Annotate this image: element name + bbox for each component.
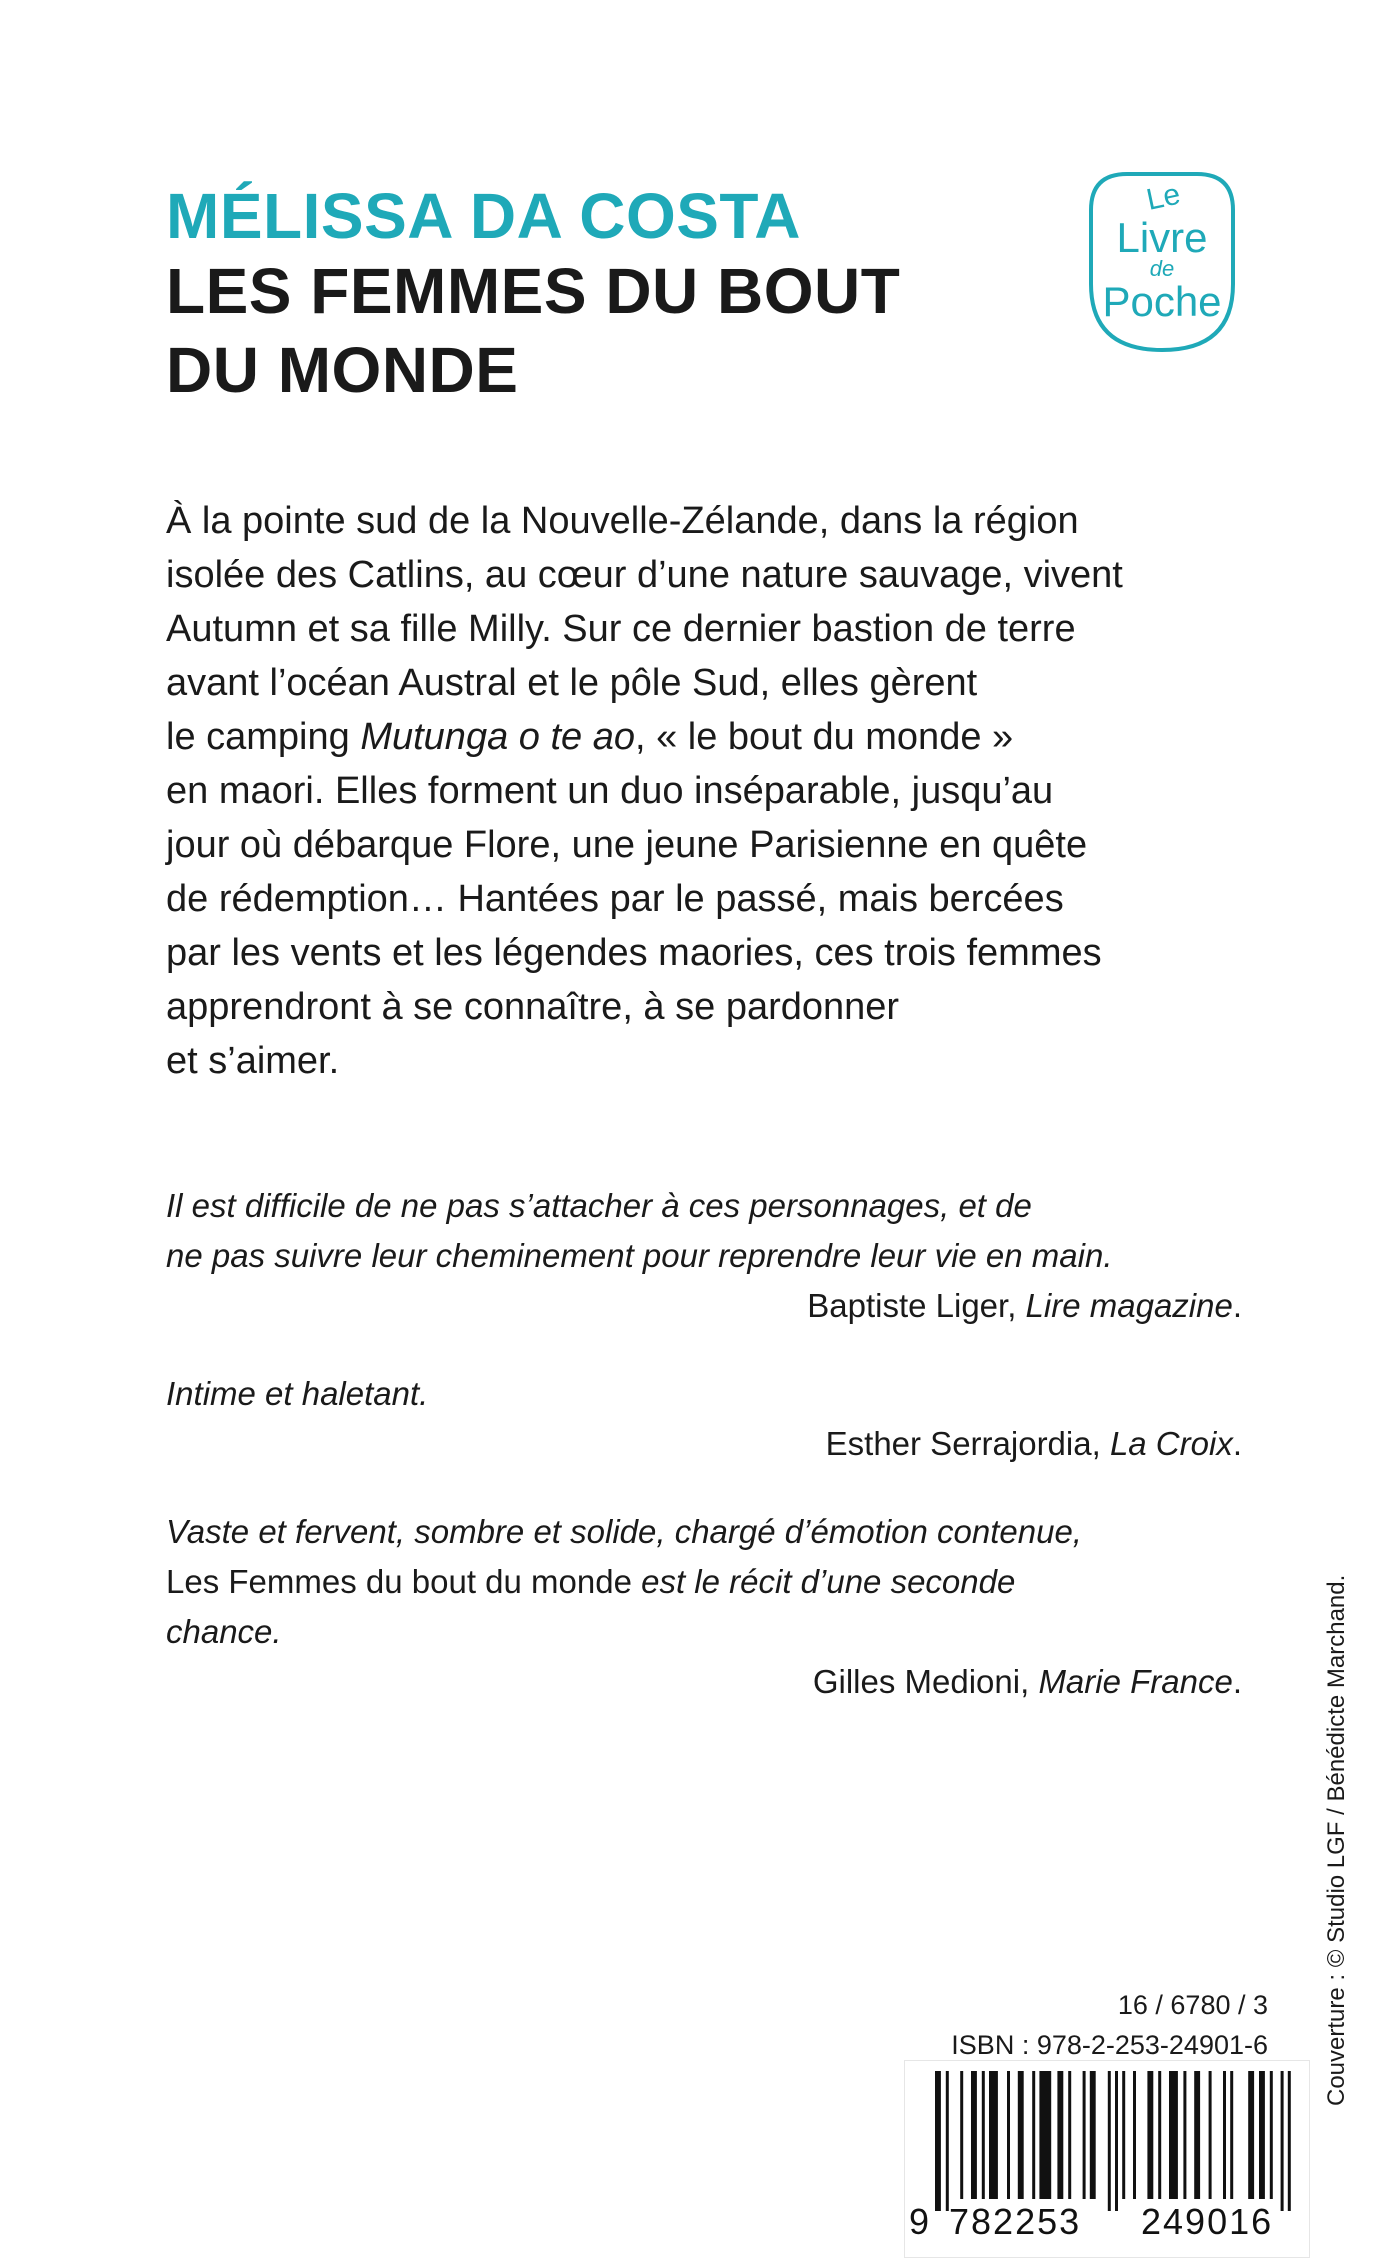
quote-end: . bbox=[1232, 1663, 1242, 1700]
logo-text: Poche bbox=[1102, 278, 1222, 325]
synopsis-line bbox=[166, 710, 1286, 764]
barcode-bar bbox=[1169, 2071, 1178, 2199]
barcode-bar bbox=[1122, 2071, 1125, 2199]
synopsis-line: de rédemption… Hantées par le passé, mais bercées bbox=[166, 878, 1064, 920]
barcode-bar bbox=[971, 2071, 977, 2199]
barcode-bar bbox=[1288, 2071, 1291, 2211]
synopsis-text: , « le bout du monde » bbox=[634, 716, 1014, 758]
book-title-line: DU MONDE bbox=[166, 334, 519, 406]
barcode-bar bbox=[1158, 2071, 1161, 2199]
quote-line: chance. bbox=[166, 1613, 282, 1650]
quote-end: . bbox=[1232, 1287, 1242, 1324]
quote-attribution bbox=[166, 1419, 1242, 1469]
synopsis-line: en maori. Elles forment un duo inséparable, jusqu’au bbox=[166, 770, 1054, 812]
synopsis-line: Autumn et sa fille Milly. Sur ce dernier bastion de terre bbox=[166, 608, 1076, 650]
barcode-bar bbox=[946, 2071, 949, 2211]
quote-source: Marie France bbox=[1038, 1663, 1233, 1700]
barcode-bar bbox=[1248, 2071, 1254, 2199]
barcode-right-group: 249016 bbox=[1141, 2201, 1274, 2242]
barcode-bar bbox=[1108, 2071, 1111, 2211]
synopsis-line: et s’aimer. bbox=[166, 1040, 340, 1082]
barcode-bar bbox=[1270, 2071, 1273, 2199]
barcode-digits bbox=[905, 2201, 1309, 2251]
quote-author: Baptiste Liger, bbox=[807, 1287, 1026, 1324]
barcode-bar bbox=[1090, 2071, 1096, 2199]
book-title bbox=[166, 252, 900, 410]
publisher-logo bbox=[1087, 166, 1237, 356]
logo-text: Livre bbox=[1116, 214, 1208, 261]
barcode-bar bbox=[1281, 2071, 1284, 2211]
barcode-bar bbox=[1057, 2071, 1063, 2199]
barcode bbox=[904, 2060, 1310, 2258]
quote-line: ne pas suivre leur cheminement pour reprendre leur vie en main. bbox=[166, 1237, 1113, 1274]
synopsis-line: isolée des Catlins, au cœur d’une nature sauvage, vivent bbox=[166, 554, 1123, 596]
barcode-bar bbox=[1259, 2071, 1265, 2199]
barcode-left-group: 782253 bbox=[949, 2201, 1082, 2242]
synopsis-line: par les vents et les légendes maories, ces trois femmes bbox=[166, 932, 1102, 974]
barcode-bar bbox=[1223, 2071, 1226, 2199]
barcode-bar bbox=[1018, 2071, 1024, 2199]
press-quotes bbox=[166, 1181, 1242, 1707]
press-quote bbox=[166, 1369, 1242, 1469]
quote-author: Gilles Medioni, bbox=[812, 1663, 1039, 1700]
logo-text: de bbox=[1149, 256, 1175, 281]
isbn: ISBN : 978-2-253-24901-6 bbox=[951, 2030, 1268, 2060]
press-quote bbox=[166, 1507, 1242, 1707]
quote-source: La Croix bbox=[1109, 1425, 1233, 1462]
synopsis-text: le camping bbox=[166, 716, 361, 758]
quote-attribution bbox=[166, 1281, 1242, 1331]
quote-author: Esther Serrajordia, bbox=[825, 1425, 1110, 1462]
barcode-bar bbox=[1039, 2071, 1051, 2199]
barcode-bar bbox=[1209, 2071, 1212, 2199]
synopsis-line: apprendront à se connaître, à se pardonner bbox=[166, 986, 900, 1028]
quote-source: Lire magazine bbox=[1025, 1287, 1233, 1324]
barcode-bar bbox=[1068, 2071, 1071, 2199]
quote-attribution bbox=[166, 1657, 1242, 1707]
barcode-bar bbox=[935, 2071, 941, 2211]
quote-line: Il est difficile de ne pas s’attacher à ces personnages, et de bbox=[166, 1187, 1032, 1224]
barcode-bar bbox=[960, 2071, 963, 2199]
quote-line: Intime et haletant. bbox=[166, 1375, 429, 1412]
logo-text: Le bbox=[1143, 177, 1184, 217]
quote-line bbox=[166, 1557, 1242, 1607]
cover-credit: Couverture : © Studio LGF / Bénédicte Marchand. bbox=[1323, 1574, 1350, 2106]
barcode-bar bbox=[1183, 2071, 1186, 2199]
quote-text: est le récit d’une seconde bbox=[631, 1563, 1016, 1600]
barcode-bar bbox=[1115, 2071, 1118, 2211]
barcode-bar bbox=[1194, 2071, 1200, 2199]
quote-end: . bbox=[1232, 1425, 1242, 1462]
synopsis-line: jour où débarque Flore, une jeune Parisienne en quête bbox=[166, 824, 1088, 866]
barcode-bar bbox=[1147, 2071, 1153, 2199]
reference-number: 16 / 6780 / 3 bbox=[1117, 1990, 1268, 2020]
barcode-bar bbox=[1133, 2071, 1136, 2199]
book-title-line: LES FEMMES DU BOUT bbox=[166, 255, 901, 327]
camping-name: Mutunga o te ao bbox=[360, 716, 635, 758]
barcode-bar bbox=[1083, 2071, 1086, 2199]
quote-line: Vaste et fervent, sombre et solide, chargé d’émotion contenue, bbox=[166, 1513, 1082, 1550]
barcode-bar bbox=[989, 2071, 998, 2199]
barcode-bar bbox=[982, 2071, 985, 2199]
synopsis bbox=[166, 494, 1286, 1088]
synopsis-line: avant l’océan Austral et le pôle Sud, elles gèrent bbox=[166, 662, 978, 704]
barcode-bar bbox=[1230, 2071, 1233, 2199]
press-quote bbox=[166, 1181, 1242, 1331]
livre-de-poche-logo bbox=[1087, 166, 1237, 356]
book-codes bbox=[951, 1985, 1268, 2065]
barcode-bar bbox=[1007, 2071, 1010, 2199]
spacer bbox=[166, 1331, 1242, 1369]
barcode-first-digit: 9 bbox=[909, 2201, 930, 2242]
synopsis-line: À la pointe sud de la Nouvelle-Zélande, dans la région bbox=[166, 500, 1079, 542]
barcode-bar bbox=[1032, 2071, 1035, 2199]
quoted-book-title: Les Femmes du bout du monde bbox=[166, 1563, 632, 1600]
author-name: MÉLISSA DA COSTA bbox=[166, 180, 801, 252]
spacer bbox=[166, 1469, 1242, 1507]
